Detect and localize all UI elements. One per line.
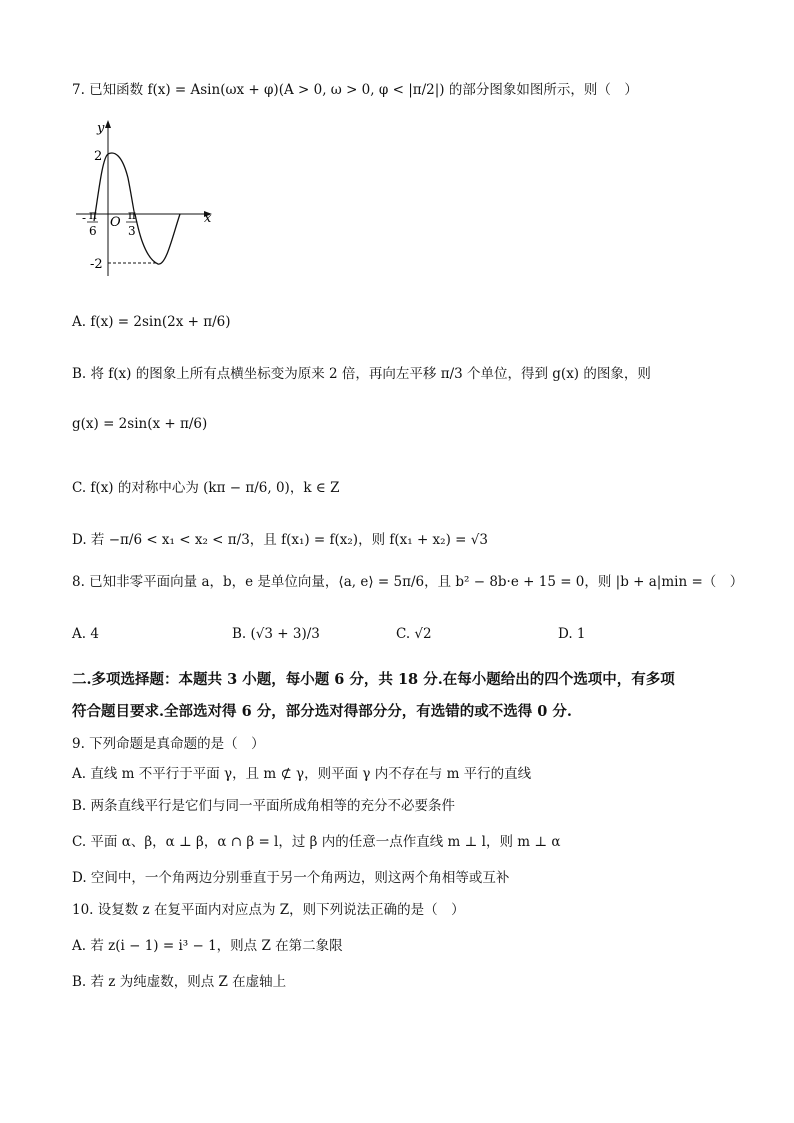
q10-option-a: A. 若 z(i − 1) = i³ − 1，则点 Z 在第二象限 <box>72 938 343 954</box>
q10-option-b: B. 若 z 为纯虚数，则点 Z 在虚轴上 <box>72 974 287 990</box>
q8-option-b: B. (√3 + 3)/3 <box>232 626 320 642</box>
x-right-num: π <box>128 208 136 222</box>
y-label: y <box>97 121 105 136</box>
q7-option-b-line1: B. 将 f(x) 的图象上所有点横坐标变为原来 2 倍，再向左平移 π/3 个单位，得到 g(x) 的图象，则 <box>72 366 651 382</box>
q8-option-a: A. 4 <box>72 626 99 642</box>
y-min-label: -2 <box>90 257 103 272</box>
q9-option-b: B. 两条直线平行是它们与同一平面所成角相等的充分不必要条件 <box>72 798 456 814</box>
y-axis-arrow-icon <box>105 120 111 128</box>
x-right-den: 3 <box>128 224 136 238</box>
q8-stem: 8. 已知非零平面向量 a，b，e 是单位向量，⟨a, e⟩ = 5π/6，且 b² − 8b·e + 15 = 0，则 |b + a|min =（ ） <box>72 574 744 590</box>
q7-graph <box>72 118 222 288</box>
section2-line1: 二.多项选择题：本题共 3 小题，每小题 6 分，共 18 分.在每小题给出的四个选项中，有多项 <box>72 671 675 688</box>
q8-option-d: D. 1 <box>558 626 586 642</box>
x-left-sign: - <box>82 211 87 225</box>
x-left-den: 6 <box>89 224 97 238</box>
q9-option-a: A. 直线 m 不平行于平面 γ，且 m ⊄ γ，则平面 γ 内不存在与 m 平行的直线 <box>72 766 532 782</box>
sine-curve <box>94 153 180 264</box>
q8-option-c: C. √2 <box>396 626 432 642</box>
q7-option-b-line2: g(x) = 2sin(x + π/6) <box>72 416 208 432</box>
x-label: x <box>204 211 212 226</box>
q9-stem: 9. 下列命题是真命题的是（ ） <box>72 736 265 752</box>
y-max-label: 2 <box>94 149 103 164</box>
q7-stem: 7. 已知函数 f(x) = Asin(ωx + φ)(A > 0, ω > 0, φ < |π/2|) 的部分图象如图所示，则（ ） <box>72 82 638 98</box>
origin-label: O <box>110 215 121 230</box>
q7-option-d: D. 若 −π/6 < x₁ < x₂ < π/3，且 f(x₁) = f(x₂)，则 f(x₁ + x₂) = √3 <box>72 532 488 548</box>
q9-option-c: C. 平面 α、β，α ⊥ β，α ∩ β = l，过 β 内的任意一点作直线 m ⊥ l，则 m ⊥ α <box>72 834 561 850</box>
q7-option-a: A. f(x) = 2sin(2x + π/6) <box>72 314 231 330</box>
section2-line2: 符合题目要求.全部选对得 6 分，部分选对得部分分，有选错的或不选得 0 分. <box>72 703 572 720</box>
q9-option-d: D. 空间中，一个角两边分别垂直于另一个角两边，则这两个角相等或互补 <box>72 870 510 886</box>
x-left-num: π <box>89 208 97 222</box>
q7-option-c: C. f(x) 的对称中心为 (kπ − π/6, 0)，k ∈ Z <box>72 480 340 496</box>
q10-stem: 10. 设复数 z 在复平面内对应点为 Z，则下列说法正确的是（ ） <box>72 902 465 918</box>
